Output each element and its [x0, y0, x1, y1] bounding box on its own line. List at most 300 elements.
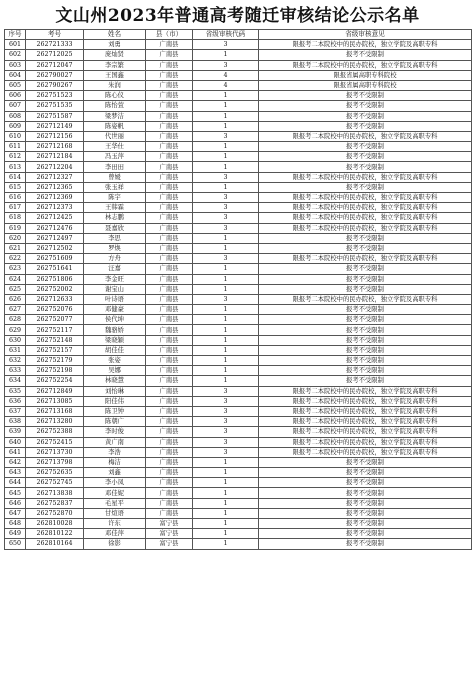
cell-county: 广南县	[146, 274, 193, 284]
table-row	[5, 437, 472, 447]
cell-review-code: 3	[193, 437, 259, 447]
column-header-review-code: 省级审核代码	[193, 30, 259, 40]
cell-review-opinion: 限报考二本院校中的民办院校，独立学院及高职专科	[259, 60, 472, 70]
cell-county: 广南县	[146, 162, 193, 172]
column-header-exam-no: 考号	[26, 30, 84, 40]
cell-name: 林晓慧	[84, 376, 146, 386]
cell-exam-no: 262752837	[26, 498, 84, 508]
cell-county: 广南县	[146, 498, 193, 508]
cell-review-code: 1	[193, 142, 259, 152]
cell-county: 广南县	[146, 101, 193, 111]
cell-county: 广南县	[146, 335, 193, 345]
cell-name: 李田田	[84, 162, 146, 172]
cell-exam-no: 262790027	[26, 70, 84, 80]
cell-name: 汪嘉	[84, 264, 146, 274]
cell-name: 王韩霖	[84, 203, 146, 213]
cell-seq: 648	[5, 519, 26, 529]
cell-county: 广南县	[146, 80, 193, 90]
cell-name: 侯代坤	[84, 315, 146, 325]
cell-name: 徐影	[84, 539, 146, 549]
cell-review-code: 3	[193, 406, 259, 416]
table-row	[5, 488, 472, 498]
cell-review-code: 3	[193, 427, 259, 437]
cell-review-opinion: 报考不受限制	[259, 182, 472, 192]
cell-exam-no: 262751587	[26, 111, 84, 121]
table-row	[5, 529, 472, 539]
table-row	[5, 80, 472, 90]
cell-county: 广南县	[146, 91, 193, 101]
cell-review-code: 1	[193, 315, 259, 325]
cell-exam-no: 262752745	[26, 478, 84, 488]
cell-review-code: 4	[193, 70, 259, 80]
table-row	[5, 91, 472, 101]
cell-county: 广南县	[146, 60, 193, 70]
cell-review-opinion: 报考不受限制	[259, 162, 472, 172]
column-header-review-opinion: 省级审核意见	[259, 30, 472, 40]
cell-review-code: 3	[193, 131, 259, 141]
cell-review-opinion: 限报考二本院校中的民办院校，独立学院及高职专科	[259, 386, 472, 396]
cell-exam-no: 262712502	[26, 243, 84, 253]
cell-review-code: 1	[193, 335, 259, 345]
cell-exam-no: 262712047	[26, 60, 84, 70]
cell-review-code: 1	[193, 356, 259, 366]
cell-county: 广南县	[146, 142, 193, 152]
cell-seq: 601	[5, 40, 26, 50]
cell-review-opinion: 报考不受限制	[259, 101, 472, 111]
table-row	[5, 172, 472, 182]
cell-exam-no: 262712025	[26, 50, 84, 60]
cell-review-opinion: 报考不受限制	[259, 91, 472, 101]
cell-county: 广南县	[146, 172, 193, 182]
cell-seq: 629	[5, 325, 26, 335]
cell-review-code: 1	[193, 162, 259, 172]
table-row	[5, 50, 472, 60]
cell-review-code: 1	[193, 305, 259, 315]
table-row	[5, 233, 472, 243]
results-table	[4, 29, 472, 550]
cell-seq: 631	[5, 345, 26, 355]
cell-seq: 639	[5, 427, 26, 437]
cell-review-code: 3	[193, 417, 259, 427]
table-row	[5, 111, 472, 121]
cell-review-code: 3	[193, 172, 259, 182]
cell-review-code: 1	[193, 498, 259, 508]
cell-county: 广南县	[146, 284, 193, 294]
cell-review-code: 1	[193, 121, 259, 131]
cell-seq: 647	[5, 508, 26, 518]
cell-county: 广南县	[146, 488, 193, 498]
table-row	[5, 243, 472, 253]
cell-exam-no: 262712373	[26, 203, 84, 213]
cell-exam-no: 262752179	[26, 356, 84, 366]
cell-review-code: 1	[193, 111, 259, 121]
cell-seq: 649	[5, 529, 26, 539]
cell-seq: 624	[5, 274, 26, 284]
cell-exam-no: 262712476	[26, 223, 84, 233]
cell-name: 毛星平	[84, 498, 146, 508]
cell-name: 梁晓颖	[84, 335, 146, 345]
cell-exam-no: 262713085	[26, 396, 84, 406]
column-header-seq: 序号	[5, 30, 26, 40]
cell-name: 李浩	[84, 447, 146, 457]
cell-seq: 610	[5, 131, 26, 141]
cell-county: 广南县	[146, 478, 193, 488]
cell-review-code: 1	[193, 478, 259, 488]
cell-name: 李小凤	[84, 478, 146, 488]
table-row	[5, 468, 472, 478]
cell-name: 冯玉萍	[84, 152, 146, 162]
cell-review-opinion: 报考不受限制	[259, 111, 472, 121]
cell-seq: 609	[5, 121, 26, 131]
cell-seq: 615	[5, 182, 26, 192]
cell-name: 魏骆娇	[84, 325, 146, 335]
table-row	[5, 142, 472, 152]
cell-name: 方舟	[84, 254, 146, 264]
cell-exam-no: 262712425	[26, 213, 84, 223]
cell-seq: 603	[5, 60, 26, 70]
table-row	[5, 223, 472, 233]
table-row	[5, 294, 472, 304]
cell-county: 广南县	[146, 121, 193, 131]
cell-review-code: 1	[193, 243, 259, 253]
cell-exam-no: 262752415	[26, 437, 84, 447]
cell-exam-no: 262712369	[26, 193, 84, 203]
cell-exam-no: 262712184	[26, 152, 84, 162]
table-row	[5, 417, 472, 427]
cell-name: 张玉祥	[84, 182, 146, 192]
cell-name: 甘煊语	[84, 508, 146, 518]
cell-seq: 645	[5, 488, 26, 498]
cell-review-opinion: 报考不受限制	[259, 315, 472, 325]
cell-county: 广南县	[146, 223, 193, 233]
cell-review-opinion: 限报考二本院校中的民办院校，独立学院及高职专科	[259, 447, 472, 457]
cell-county: 广南县	[146, 243, 193, 253]
cell-review-code: 1	[193, 274, 259, 284]
cell-county: 广南县	[146, 406, 193, 416]
cell-seq: 606	[5, 91, 26, 101]
cell-review-opinion: 限报考二本院校中的民办院校，独立学院及高职专科	[259, 417, 472, 427]
cell-county: 广南县	[146, 213, 193, 223]
cell-seq: 623	[5, 264, 26, 274]
table-row	[5, 335, 472, 345]
table-row	[5, 131, 472, 141]
cell-name: 张姿	[84, 356, 146, 366]
cell-exam-no: 262712849	[26, 386, 84, 396]
cell-seq: 618	[5, 213, 26, 223]
cell-seq: 625	[5, 284, 26, 294]
cell-county: 广南县	[146, 345, 193, 355]
table-row	[5, 519, 472, 529]
cell-county: 广南县	[146, 203, 193, 213]
cell-exam-no: 262751641	[26, 264, 84, 274]
cell-exam-no: 262752870	[26, 508, 84, 518]
cell-name: 黄广南	[84, 437, 146, 447]
cell-county: 广南县	[146, 152, 193, 162]
cell-exam-no: 262751609	[26, 254, 84, 264]
table-body	[5, 40, 472, 549]
table-row	[5, 508, 472, 518]
cell-review-code: 3	[193, 447, 259, 457]
cell-review-code: 1	[193, 91, 259, 101]
cell-exam-no: 262712149	[26, 121, 84, 131]
cell-review-opinion: 报考不受限制	[259, 305, 472, 315]
cell-exam-no: 262712365	[26, 182, 84, 192]
cell-exam-no: 262752388	[26, 427, 84, 437]
cell-exam-no: 262752198	[26, 366, 84, 376]
cell-county: 广南县	[146, 417, 193, 427]
cell-review-opinion: 报考不受限制	[259, 519, 472, 529]
cell-seq: 613	[5, 162, 26, 172]
cell-exam-no: 262790267	[26, 80, 84, 90]
cell-name: 叶诗语	[84, 294, 146, 304]
table-row	[5, 457, 472, 467]
cell-seq: 617	[5, 203, 26, 213]
table-row	[5, 478, 472, 488]
cell-seq: 602	[5, 50, 26, 60]
cell-county: 广南县	[146, 386, 193, 396]
cell-review-code: 3	[193, 193, 259, 203]
table-row	[5, 182, 472, 192]
cell-name: 李金旺	[84, 274, 146, 284]
cell-exam-no: 262712633	[26, 294, 84, 304]
cell-review-code: 1	[193, 50, 259, 60]
cell-review-code: 1	[193, 457, 259, 467]
cell-seq: 605	[5, 80, 26, 90]
cell-exam-no: 262752157	[26, 345, 84, 355]
cell-name: 朱润	[84, 80, 146, 90]
cell-exam-no: 262751523	[26, 91, 84, 101]
cell-county: 广南县	[146, 366, 193, 376]
cell-exam-no: 262713838	[26, 488, 84, 498]
column-header-county: 县（市）	[146, 30, 193, 40]
table-row	[5, 264, 472, 274]
cell-exam-no: 262752254	[26, 376, 84, 386]
cell-name: 刘怡琳	[84, 386, 146, 396]
cell-seq: 626	[5, 294, 26, 304]
table-row	[5, 254, 472, 264]
cell-seq: 620	[5, 233, 26, 243]
cell-county: 广南县	[146, 193, 193, 203]
table-row	[5, 213, 472, 223]
cell-name: 王国鑫	[84, 70, 146, 80]
cell-review-code: 1	[193, 468, 259, 478]
cell-exam-no: 262752148	[26, 335, 84, 345]
cell-name: 王华仕	[84, 142, 146, 152]
cell-seq: 638	[5, 417, 26, 427]
cell-county: 广南县	[146, 508, 193, 518]
cell-review-code: 1	[193, 366, 259, 376]
cell-exam-no: 262752076	[26, 305, 84, 315]
cell-review-opinion: 报考不受限制	[259, 529, 472, 539]
cell-exam-no: 262752002	[26, 284, 84, 294]
cell-exam-no: 262752117	[26, 325, 84, 335]
cell-exam-no: 262721333	[26, 40, 84, 50]
cell-seq: 604	[5, 70, 26, 80]
cell-county: 广南县	[146, 254, 193, 264]
cell-county: 广南县	[146, 40, 193, 50]
cell-review-code: 3	[193, 60, 259, 70]
cell-name: 谢宝山	[84, 284, 146, 294]
cell-exam-no: 262751535	[26, 101, 84, 111]
table-row	[5, 539, 472, 549]
cell-exam-no: 262713280	[26, 417, 84, 427]
cell-review-opinion: 报考不受限制	[259, 335, 472, 345]
cell-county: 广南县	[146, 457, 193, 467]
cell-seq: 637	[5, 406, 26, 416]
cell-review-code: 3	[193, 254, 259, 264]
cell-county: 广南县	[146, 294, 193, 304]
cell-seq: 644	[5, 478, 26, 488]
cell-seq: 635	[5, 386, 26, 396]
cell-county: 广南县	[146, 315, 193, 325]
cell-name: 刘鑫	[84, 468, 146, 478]
table-row	[5, 498, 472, 508]
table-row	[5, 60, 472, 70]
cell-review-code: 1	[193, 345, 259, 355]
table-row	[5, 121, 472, 131]
cell-seq: 611	[5, 142, 26, 152]
cell-review-opinion: 报考不受限制	[259, 284, 472, 294]
cell-county: 广南县	[146, 70, 193, 80]
cell-review-code: 1	[193, 529, 259, 539]
cell-review-opinion: 报考不受限制	[259, 233, 472, 243]
cell-review-code: 1	[193, 539, 259, 549]
table-row	[5, 203, 472, 213]
cell-review-code: 1	[193, 508, 259, 518]
cell-review-opinion: 限报考二本院校中的民办院校，独立学院及高职专科	[259, 131, 472, 141]
cell-exam-no: 262713730	[26, 447, 84, 457]
cell-review-opinion: 报考不受限制	[259, 488, 472, 498]
cell-review-opinion: 限报考二本院校中的民办院校，独立学院及高职专科	[259, 427, 472, 437]
cell-review-code: 1	[193, 376, 259, 386]
cell-name: 邓健豪	[84, 305, 146, 315]
cell-review-code: 1	[193, 101, 259, 111]
cell-seq: 608	[5, 111, 26, 121]
cell-name: 吴娜	[84, 366, 146, 376]
cell-county: 富宁县	[146, 539, 193, 549]
cell-review-code: 1	[193, 488, 259, 498]
page-title: 文山州2023年普通高考随迁审核结论公示名单	[55, 6, 420, 26]
cell-review-code: 3	[193, 223, 259, 233]
table-row	[5, 345, 472, 355]
cell-review-code: 1	[193, 519, 259, 529]
cell-exam-no: 262810028	[26, 519, 84, 529]
cell-seq: 643	[5, 468, 26, 478]
cell-name: 李宗繁	[84, 60, 146, 70]
cell-review-code: 3	[193, 203, 259, 213]
cell-name: 许东	[84, 519, 146, 529]
table-row	[5, 70, 472, 80]
cell-seq: 632	[5, 356, 26, 366]
table-row	[5, 101, 472, 111]
table-row	[5, 162, 472, 172]
cell-seq: 614	[5, 172, 26, 182]
cell-seq: 622	[5, 254, 26, 264]
cell-seq: 636	[5, 396, 26, 406]
cell-review-opinion: 报考不受限制	[259, 498, 472, 508]
cell-review-opinion: 限报考二本院校中的民办院校，独立学院及高职专科	[259, 294, 472, 304]
cell-review-code: 3	[193, 294, 259, 304]
cell-review-code: 1	[193, 182, 259, 192]
cell-name: 梁梦洁	[84, 111, 146, 121]
cell-county: 富宁县	[146, 519, 193, 529]
cell-county: 广南县	[146, 233, 193, 243]
table-row	[5, 366, 472, 376]
cell-name: 陈宇	[84, 193, 146, 203]
cell-seq: 634	[5, 376, 26, 386]
table-header-row	[5, 30, 472, 40]
cell-review-opinion: 报考不受限制	[259, 457, 472, 467]
cell-name: 阳佳伟	[84, 396, 146, 406]
cell-name: 罗焕	[84, 243, 146, 253]
table-row	[5, 386, 472, 396]
cell-county: 广南县	[146, 396, 193, 406]
cell-county: 广南县	[146, 468, 193, 478]
cell-seq: 646	[5, 498, 26, 508]
cell-review-opinion: 报考不受限制	[259, 356, 472, 366]
cell-county: 广南县	[146, 427, 193, 437]
table-row	[5, 447, 472, 457]
cell-exam-no: 262712204	[26, 162, 84, 172]
cell-review-code: 1	[193, 325, 259, 335]
cell-exam-no: 262751806	[26, 274, 84, 284]
cell-review-opinion: 限报考二本院校中的民办院校，独立学院及高职专科	[259, 437, 472, 447]
table-row	[5, 315, 472, 325]
cell-county: 广南县	[146, 50, 193, 60]
cell-seq: 612	[5, 152, 26, 162]
cell-seq: 619	[5, 223, 26, 233]
cell-seq: 616	[5, 193, 26, 203]
cell-name: 陈怡萱	[84, 101, 146, 111]
cell-review-opinion: 报考不受限制	[259, 376, 472, 386]
cell-review-opinion: 限报考二本院校中的民办院校，独立学院及高职专科	[259, 203, 472, 213]
table-row	[5, 40, 472, 50]
cell-review-opinion: 报考不受限制	[259, 508, 472, 518]
cell-review-opinion: 报考不受限制	[259, 264, 472, 274]
cell-review-opinion: 限报考二本院校中的民办院校，独立学院及高职专科	[259, 213, 472, 223]
cell-seq: 630	[5, 335, 26, 345]
cell-seq: 621	[5, 243, 26, 253]
cell-county: 广南县	[146, 356, 193, 366]
cell-review-opinion: 限报省属高职专科院校	[259, 70, 472, 80]
cell-seq: 627	[5, 305, 26, 315]
cell-exam-no: 262712497	[26, 233, 84, 243]
cell-name: 李思	[84, 233, 146, 243]
cell-review-code: 3	[193, 40, 259, 50]
cell-county: 富宁县	[146, 529, 193, 539]
cell-exam-no: 262810164	[26, 539, 84, 549]
cell-exam-no: 262752077	[26, 315, 84, 325]
table-row	[5, 193, 472, 203]
cell-county: 广南县	[146, 182, 193, 192]
cell-exam-no: 262712156	[26, 131, 84, 141]
table-row	[5, 152, 472, 162]
cell-exam-no: 262712168	[26, 142, 84, 152]
table-row	[5, 427, 472, 437]
cell-exam-no: 262713168	[26, 406, 84, 416]
cell-review-code: 1	[193, 233, 259, 243]
cell-county: 广南县	[146, 305, 193, 315]
cell-review-opinion: 限报考二本院校中的民办院校，独立学院及高职专科	[259, 254, 472, 264]
cell-name: 邓佳萍	[84, 529, 146, 539]
cell-review-opinion: 限报考二本院校中的民办院校，独立学院及高职专科	[259, 396, 472, 406]
cell-review-code: 3	[193, 213, 259, 223]
cell-review-opinion: 报考不受限制	[259, 345, 472, 355]
cell-name: 陈朝广	[84, 417, 146, 427]
cell-name: 李时俊	[84, 427, 146, 437]
cell-seq: 650	[5, 539, 26, 549]
cell-review-opinion: 报考不受限制	[259, 478, 472, 488]
